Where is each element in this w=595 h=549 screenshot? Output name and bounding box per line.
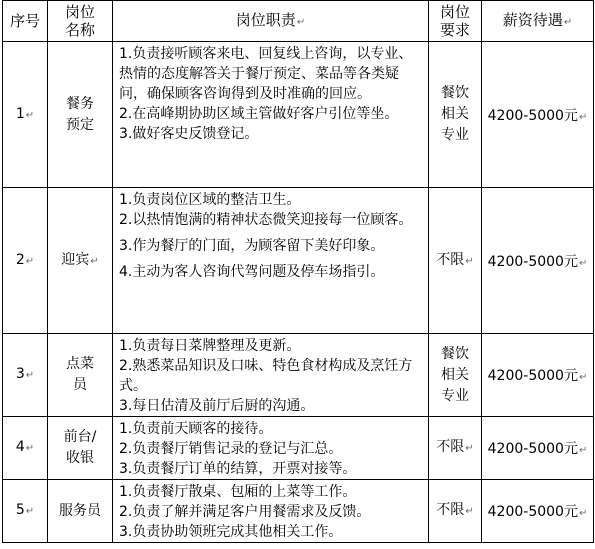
paragraph-mark-icon: ↵	[465, 443, 474, 454]
duty-line: 2.以热情饱满的精神状态微笑迎接每一位顾客。	[119, 212, 413, 228]
row-name-text: 点菜员	[66, 356, 94, 393]
row-name	[48, 188, 113, 334]
duty-line: 3.负责协助领班完成其他相关工作。	[119, 524, 343, 540]
row-no	[3, 334, 48, 417]
paragraph-mark-icon: ↵	[25, 109, 35, 121]
table-row	[3, 417, 594, 480]
duty-line: 2.在高峰期协助区域主管做好客户引位等坐。	[119, 106, 399, 122]
header-row	[3, 1, 594, 42]
row-duties	[113, 188, 429, 334]
row-duties	[113, 42, 429, 188]
row-req	[429, 480, 482, 543]
row-no	[3, 417, 48, 480]
row-salary-text: 4200-5000元	[487, 368, 578, 384]
row-no	[3, 42, 48, 188]
row-salary-text: 4200-5000元	[487, 504, 578, 520]
paragraph-mark-icon: ↵	[578, 445, 588, 456]
table-row	[3, 480, 594, 543]
header-req	[429, 1, 482, 42]
paragraph-mark-icon: ↵	[578, 372, 588, 383]
duty-line: 1.负责餐厅散桌、包厢的上菜等工作。	[119, 484, 357, 500]
header-salary	[482, 1, 594, 42]
row-name-text: 迎宾	[61, 251, 90, 268]
duty-line: 3.每日估清及前厅后厨的沟通。	[119, 398, 315, 414]
table-row	[3, 334, 594, 417]
header-name-text: 岗位名称	[64, 3, 95, 39]
row-no-text: 4	[15, 439, 25, 455]
paragraph-mark-icon: ↵	[25, 506, 35, 517]
row-req-text: 不限	[436, 439, 465, 455]
row-name	[48, 42, 113, 188]
row-duties	[113, 334, 429, 417]
row-no-text: 3	[15, 366, 25, 382]
row-req	[429, 417, 482, 480]
row-req	[429, 188, 482, 334]
header-no-text: 序号	[9, 12, 40, 30]
row-no-text: 1	[15, 105, 25, 122]
row-duties	[113, 417, 429, 480]
job-table	[2, 0, 594, 543]
row-salary	[482, 188, 594, 334]
header-duty	[113, 1, 429, 42]
paragraph-mark-icon: ↵	[563, 16, 573, 28]
table-row	[3, 188, 594, 334]
duty-line: 3.做好客史反馈登记。	[119, 126, 259, 142]
row-req-text: 不限	[436, 502, 465, 518]
header-req-text: 岗位要求	[439, 3, 470, 39]
row-salary-text: 4200-5000元	[487, 253, 578, 270]
row-salary-text: 4200-5000元	[487, 107, 578, 124]
row-req	[429, 334, 482, 417]
row-name	[48, 417, 113, 480]
cropped-text-fragment	[10, 543, 130, 549]
row-salary	[482, 480, 594, 543]
duty-line: 4.主动为客人咨询代驾问题及停车场指引。	[119, 264, 385, 280]
row-name	[48, 334, 113, 417]
paragraph-mark-icon: ↵	[465, 506, 474, 517]
paragraph-mark-icon: ↵	[25, 370, 35, 381]
header-no	[3, 1, 48, 42]
paragraph-mark-icon: ↵	[578, 257, 588, 269]
paragraph-mark-icon: ↵	[25, 443, 35, 454]
header-salary-text: 薪资待遇	[502, 10, 563, 29]
paragraph-mark-icon: ↵	[578, 508, 588, 519]
row-name	[48, 480, 113, 543]
header-duty-text: 岗位职责	[235, 10, 296, 29]
duty-line: 1.负责岗位区域的整洁卫生。	[119, 192, 301, 208]
row-no-text: 2	[15, 251, 25, 268]
table-row	[3, 42, 594, 188]
row-req-text: 不限	[436, 251, 465, 268]
row-name-text: 餐务预定	[66, 95, 94, 133]
row-salary	[482, 42, 594, 188]
duty-line: 3.负责餐厅订单的结算，开票对接等。	[119, 461, 357, 477]
duty-line: 2.负责餐厅销售记录的登记与汇总。	[119, 441, 343, 457]
duty-line: 3.作为餐厅的门面，为顾客留下美好印象。	[119, 238, 385, 254]
row-no	[3, 480, 48, 543]
duty-line: 1.负责每日菜牌整理及更新。	[119, 338, 301, 354]
row-req-text: 餐饮相关专业	[441, 85, 469, 143]
header-name	[48, 1, 113, 42]
row-no-text: 5	[15, 502, 25, 518]
paragraph-mark-icon: ↵	[296, 16, 306, 28]
row-name-text: 前台/收银	[63, 429, 97, 466]
duty-line: 2.负责了解并满足客户用餐需求及反馈。	[119, 504, 371, 520]
row-req-text: 餐饮相关专业	[441, 345, 469, 404]
paragraph-mark-icon: ↵	[25, 255, 35, 267]
paragraph-mark-icon: ↵	[90, 255, 99, 267]
row-duties	[113, 480, 429, 543]
row-req	[429, 42, 482, 188]
paragraph-mark-icon: ↵	[465, 255, 474, 267]
duty-line: 1.负责前天顾客的接待。	[119, 421, 273, 437]
duty-line: 1.负责接听顾客来电、回复线上咨询，以专业、热情的态度解答关于餐厅预定、菜品等各类疑问，确保顾客咨询得到及时准确的回应。	[119, 46, 413, 102]
row-salary	[482, 417, 594, 480]
row-name-text: 服务员	[59, 502, 101, 519]
duty-line: 2.熟悉菜品知识及口味、特色食材构成及烹饪方式。	[119, 358, 413, 394]
row-no	[3, 188, 48, 334]
row-salary-text: 4200-5000元	[487, 441, 578, 457]
paragraph-mark-icon: ↵	[578, 111, 588, 123]
row-salary	[482, 334, 594, 417]
